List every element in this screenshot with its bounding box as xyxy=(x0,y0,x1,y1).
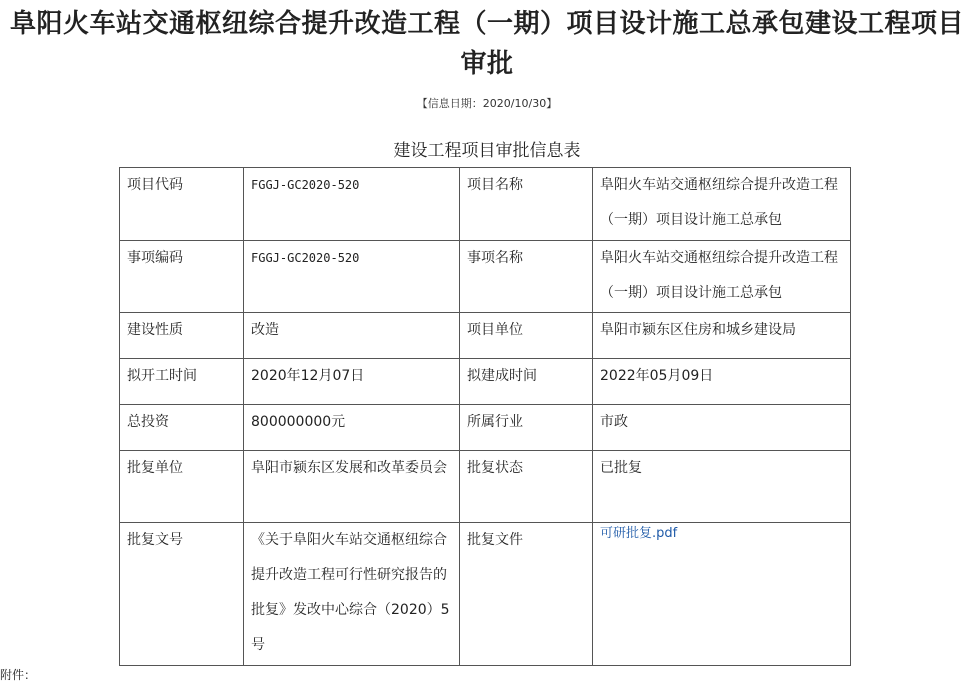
table-row xyxy=(120,168,851,241)
approval-file-cell xyxy=(593,523,851,666)
approval-info-table xyxy=(119,167,851,666)
project-code-value: FGGJ-GC2020-520 xyxy=(244,168,460,241)
project-unit-label: 项目单位 xyxy=(460,313,593,359)
page-title: 阜阳火车站交通枢纽综合提升改造工程（一期）项目设计施工总承包建设工程项目审批 xyxy=(9,9,964,79)
project-unit-value: 阜阳市颍东区住房和城乡建设局 xyxy=(593,313,851,359)
planned-completion-label: 拟建成时间 xyxy=(460,359,593,405)
project-code-label: 项目代码 xyxy=(120,168,244,241)
planned-start-value: 2020年12月07日 xyxy=(244,359,460,405)
construction-nature-value: 改造 xyxy=(244,313,460,359)
item-code-label: 事项编码 xyxy=(120,241,244,313)
approval-unit-label: 批复单位 xyxy=(120,451,244,523)
table-row xyxy=(120,313,851,359)
info-date: 【信息日期：2020/10/30】 xyxy=(416,97,558,110)
item-name-value: 阜阳火车站交通枢纽综合提升改造工程（一期）项目设计施工总承包 xyxy=(593,241,851,313)
approval-file-label: 批复文件 xyxy=(460,523,593,666)
table-row xyxy=(120,405,851,451)
item-name-label: 事项名称 xyxy=(460,241,593,313)
item-code-value: FGGJ-GC2020-520 xyxy=(244,241,460,313)
approval-doc-number-label: 批复文号 xyxy=(120,523,244,666)
project-name-label: 项目名称 xyxy=(460,168,593,241)
table-row xyxy=(120,241,851,313)
table-row xyxy=(120,523,851,666)
table-title: 建设工程项目审批信息表 xyxy=(393,141,581,161)
total-investment-value: 800000000元 xyxy=(244,405,460,451)
approval-unit-value: 阜阳市颍东区发展和改革委员会 xyxy=(244,451,460,523)
industry-label: 所属行业 xyxy=(460,405,593,451)
planned-completion-value: 2022年05月09日 xyxy=(593,359,851,405)
project-name-value: 阜阳火车站交通枢纽综合提升改造工程（一期）项目设计施工总承包 xyxy=(593,168,851,241)
table-row xyxy=(120,451,851,523)
construction-nature-label: 建设性质 xyxy=(120,313,244,359)
planned-start-label: 拟开工时间 xyxy=(120,359,244,405)
approval-file-link[interactable]: 可研批复.pdf xyxy=(600,526,678,541)
attachment-label: 附件： xyxy=(0,668,37,682)
total-investment-label: 总投资 xyxy=(120,405,244,451)
approval-doc-number-value: 《关于阜阳火车站交通枢纽综合提升改造工程可行性研究报告的批复》发改中心综合（2020）5号 xyxy=(244,523,460,666)
industry-value: 市政 xyxy=(593,405,851,451)
table-row xyxy=(120,359,851,405)
approval-status-value: 已批复 xyxy=(593,451,851,523)
approval-status-label: 批复状态 xyxy=(460,451,593,523)
